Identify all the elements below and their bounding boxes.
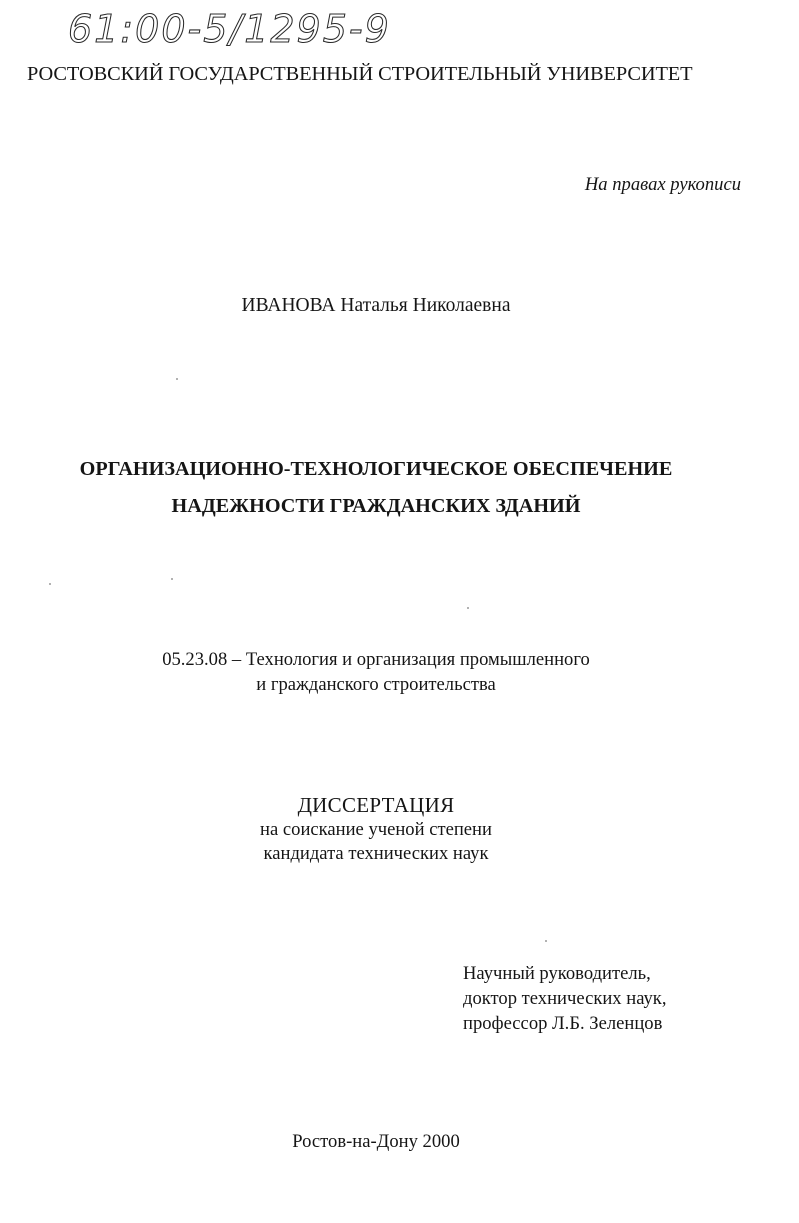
handwritten-archive-code	[66, 4, 486, 50]
specialty-line-2: и гражданского строительства	[256, 674, 496, 695]
supervisor-line-3: профессор Л.Б. Зеленцов	[463, 1013, 663, 1034]
scientific-supervisor	[463, 961, 667, 1036]
dissertation-title	[0, 451, 752, 525]
title-line-1: ОРГАНИЗАЦИОННО-ТЕХНОЛОГИЧЕСКОЕ ОБЕСПЕЧЕНИЕ	[79, 458, 673, 480]
scan-speck	[545, 940, 547, 942]
author-name: ИВАНОВА Наталья Николаевна	[241, 295, 511, 316]
archive-code-text: 61:00-5/1295-9	[68, 7, 391, 50]
specialty-code	[0, 647, 752, 697]
scan-speck	[171, 578, 173, 580]
degree-line-2: кандидата технических наук	[263, 843, 489, 864]
supervisor-line-1: Научный руководитель,	[463, 963, 651, 984]
manuscript-rights-note: На правах рукописи	[584, 174, 741, 195]
scan-speck	[176, 378, 178, 380]
degree-statement	[0, 792, 752, 866]
dissertation-heading: ДИССЕРТАЦИЯ	[297, 793, 455, 817]
title-line-2: НАДЕЖНОСТИ ГРАЖДАНСКИХ ЗДАНИЙ	[171, 495, 581, 517]
specialty-line-1: 05.23.08 – Технология и организация промышленного	[162, 649, 590, 670]
city-and-year: Ростов-на-Дону 2000	[292, 1131, 460, 1152]
university-name: РОСТОВСКИЙ ГОСУДАРСТВЕННЫЙ СТРОИТЕЛЬНЫЙ УНИВЕРСИТЕТ	[27, 63, 693, 85]
scan-speck	[467, 607, 469, 609]
scan-speck	[49, 583, 51, 585]
supervisor-line-2: доктор технических наук,	[463, 988, 667, 1009]
degree-line-1: на соискание ученой степени	[260, 819, 492, 840]
archive-code-graphic	[66, 4, 486, 50]
